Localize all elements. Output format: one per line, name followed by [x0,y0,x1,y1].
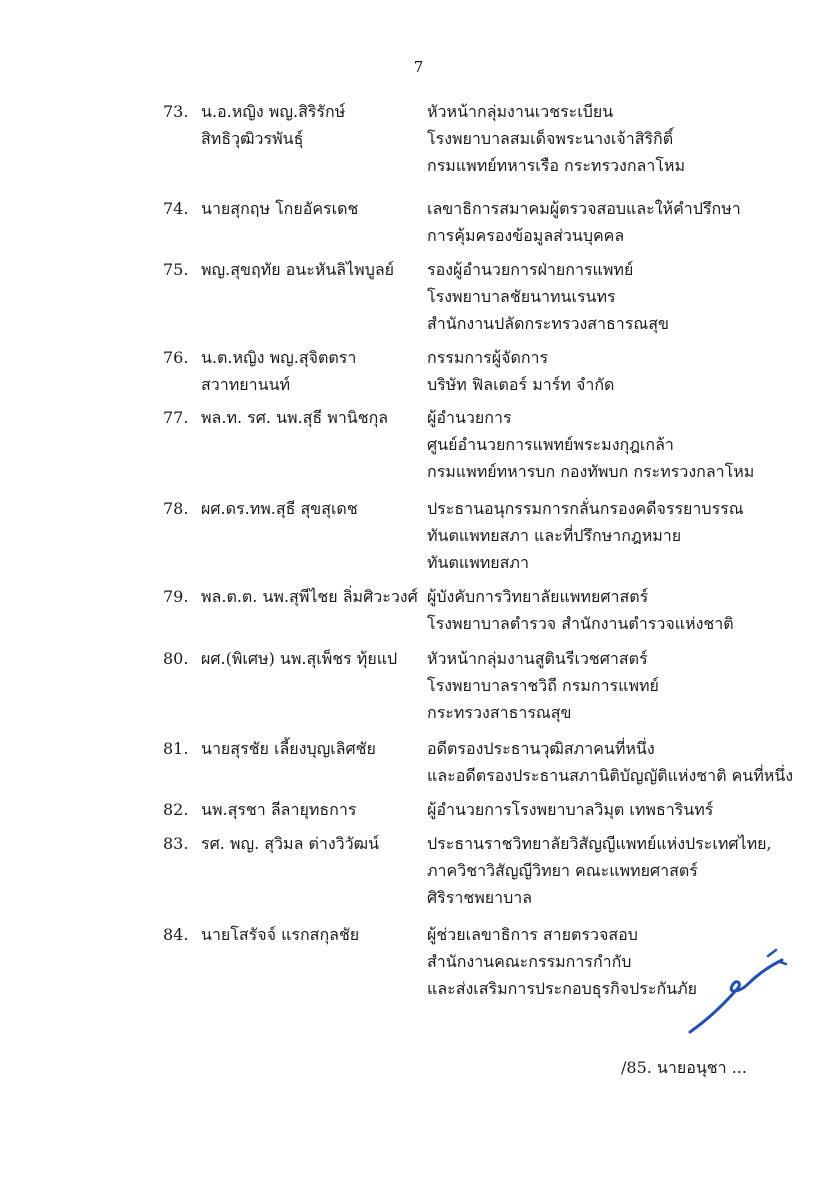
entry-position-line: การคุ้มครองข้อมูลส่วนบุคคล [427,226,625,245]
entry-position-line: โรงพยาบาลราชวิถี กรมการแพทย์ [427,676,659,695]
entry-position-line: ผู้อำนวยการโรงพยาบาลวิมุต เทพธารินทร์ [427,800,714,819]
entry-position-line: และส่งเสริมการประกอบธุรกิจประกันภัย [427,979,698,998]
entry-position-line: และอดีตรองประธานสภานิติบัญญัติแห่งชาติ คนที่หนึ่ง [427,766,794,785]
entry-name-line: พญ.สุขฤทัย อนะหันลิไพบูลย์ [201,260,395,279]
entry-position [427,796,822,823]
entry-name-line: น.อ.หญิง พญ.สิริรักษ์ [201,102,346,121]
entry-number: 82. [163,800,189,819]
entry-name-line: นพ.สุรชา ลีลายุทธการ [201,800,357,819]
entry-name [201,495,416,522]
entry-name [201,583,416,610]
entry-position-line: เลขาธิการสมาคมผู้ตรวจสอบและให้คำปรึกษา [427,199,741,218]
entry-position-line: กรมแพทย์ทหารเรือ กระทรวงกลาโหม [427,156,686,175]
entry-position-line: ผู้อำนวยการ [427,408,512,427]
entry-name [201,195,416,222]
entry-number: 76. [163,348,189,367]
entry-position-line: ภาควิชาวิสัญญีวิทยา คณะแพทยศาสตร์ [427,861,698,880]
entry-number: 81. [163,739,189,758]
entry-position-line: ศูนย์อำนวยการแพทย์พระมงกุฎเกล้า [427,435,674,454]
entry-position-line: อดีตรองประธานวุฒิสภาคนที่หนึ่ง [427,739,655,758]
entry-name-line: พล.ต.ต. นพ.สุพีไชย ลิ่มศิวะวงศ์ [201,587,418,606]
entry-name [201,645,416,672]
entry-name-line: นายโสรัจจ์ แรกสกุลชัย [201,925,360,944]
entry-position-line: ทันตแพทยสภา [427,553,529,572]
entry-position-line: กรรมการผู้จัดการ [427,348,549,367]
entry-position [427,645,822,726]
entry-number: 75. [163,260,189,279]
entry-name [201,98,416,152]
entry-position-line: โรงพยาบาลสมเด็จพระนางเจ้าสิริกิติ์ [427,129,674,148]
entry-number: 84. [163,925,189,944]
entry-name [201,921,416,948]
entry-number: 78. [163,499,189,518]
entry-name [201,344,416,398]
entry-name-line: พล.ท. รศ. นพ.สุธี พานิชกุล [201,408,389,427]
entry-position [427,495,822,576]
signature-stroke [690,960,782,1032]
entry-position [427,404,822,485]
entry-number: 74. [163,199,189,218]
entry-position-line: ทันตแพทยสภา และที่ปรึกษากฎหมาย [427,526,682,545]
entry-position-line: กระทรวงสาธารณสุข [427,703,572,722]
entry-number: 73. [163,102,189,121]
entry-name [201,796,416,823]
entry-position-line: โรงพยาบาลตำรวจ สำนักงานตำรวจแห่งชาติ [427,614,734,633]
entry-position [427,735,822,789]
entry-name-line: สวาทยานนท์ [201,375,291,394]
entry-position-line: ประธานราชวิทยาลัยวิสัญญีแพทย์แห่งประเทศไทย, [427,834,772,853]
entry-position [427,583,822,637]
continuation-note: /85. นายอนุชา ... [621,1058,747,1077]
entry-number: 79. [163,587,189,606]
entry-position-line: สำนักงานปลัดกระทรวงสาธารณสุข [427,314,669,333]
entry-position-line: สำนักงานคณะกรรมการกำกับ [427,952,632,971]
entry-position [427,830,822,911]
entry-position-line: โรงพยาบาลชัยนาทนเรนทร [427,287,616,306]
entry-position-line: บริษัท ฟิลเตอร์ มาร์ท จำกัด [427,375,615,394]
entry-position-line: หัวหน้ากลุ่มงานเวชระเบียน [427,102,614,121]
entry-name-line: รศ. พญ. สุวิมล ต่างวิวัฒน์ [201,834,380,853]
entry-position-line: ผู้ช่วยเลขาธิการ สายตรวจสอบ [427,925,638,944]
entry-position-line: หัวหน้ากลุ่มงานสูตินรีเวชศาสตร์ [427,649,648,668]
entry-name-line: น.ต.หญิง พญ.สุจิตตรา [201,348,357,367]
entry-position-line: ศิริราชพยาบาล [427,888,533,907]
entry-position [427,195,822,249]
entry-number: 77. [163,408,189,427]
entry-name-line: ผศ.(พิเศษ) นพ.สุเพ็ชร ทุ้ยแป [201,649,398,668]
entry-name [201,404,416,431]
entry-position [427,344,822,398]
entry-number: 83. [163,834,189,853]
entry-position-line: ผู้บังคับการวิทยาลัยแพทยศาสตร์ [427,587,649,606]
entry-name-line: ผศ.ดร.ทพ.สุธี สุขสุเดช [201,499,358,518]
entry-position-line: รองผู้อำนวยการฝ่ายการแพทย์ [427,260,634,279]
entry-name [201,830,416,857]
entry-name-line: นายสุรชัย เลี้ยงบุญเลิศชัย [201,739,376,758]
signature-mark [680,948,790,1038]
entry-name [201,256,416,283]
entry-position-line: กรมแพทย์ทหารบก กองทัพบก กระทรวงกลาโหม [427,462,755,481]
entry-name-line: สิทธิวุฒิวรพันธุ์ [201,129,304,148]
entry-position [427,256,822,337]
entry-position [427,98,822,179]
page-number: 7 [413,58,424,76]
entry-position-line: ประธานอนุกรรมการกลั่นกรองคดีจรรยาบรรณ [427,499,744,518]
entry-name-line: นายสุกฤษ โกยอัครเดช [201,199,359,218]
entry-number: 80. [163,649,189,668]
entry-name [201,735,416,762]
